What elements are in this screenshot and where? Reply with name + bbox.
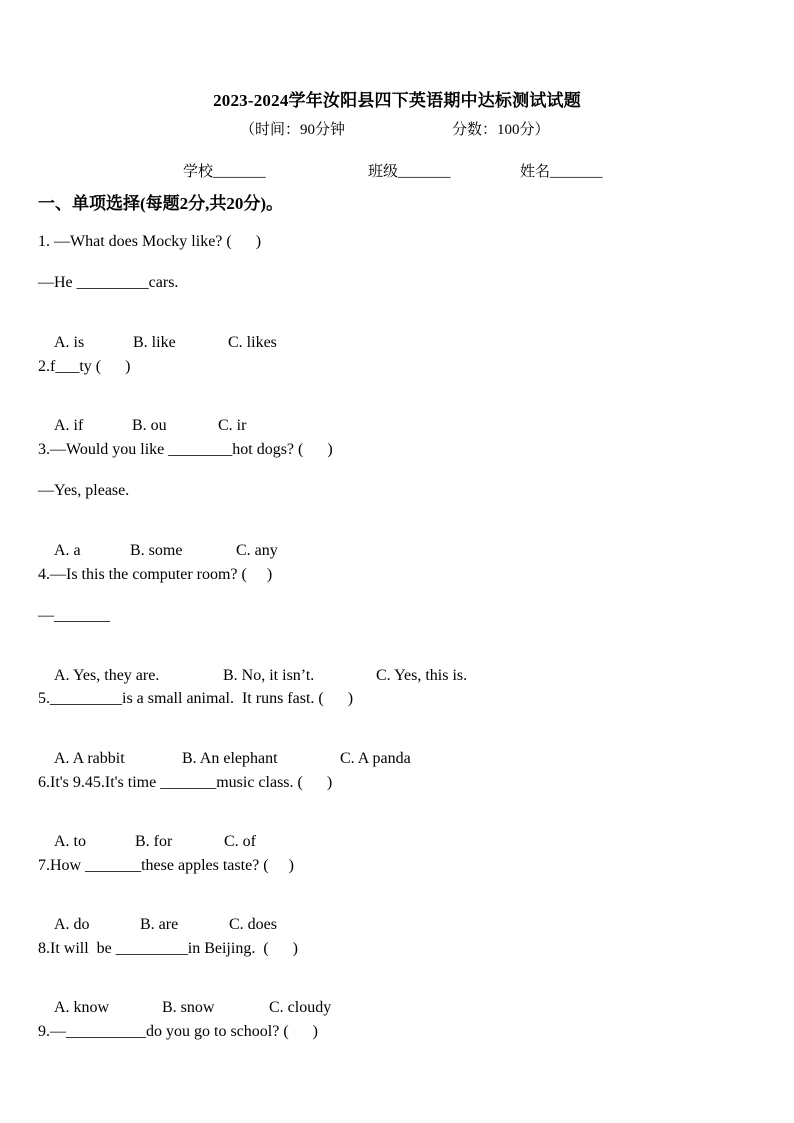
option-a: A. is [54,334,85,351]
option-c: C. of [224,833,256,850]
option-a: A. a [54,542,81,559]
option-c: C. any [236,542,278,559]
option-a: A. if [54,417,84,434]
option-a: A. know [54,999,110,1016]
option-a: A. A rabbit [54,750,125,767]
option-b: B. like [133,334,176,351]
option-b: B. snow [162,999,215,1016]
option-c: C. does [229,916,277,933]
class-field: 班级_______ [368,164,451,180]
name-field: 姓名_______ [520,164,603,180]
option-c: C. Yes, this is. [376,667,468,684]
option-b: B. are [140,916,179,933]
option-b: B. some [130,542,183,559]
question-extra: —Yes, please. [38,482,130,499]
question-stem: 4.—Is this the computer room? ( ) [38,566,273,583]
question-stem: 2.f___ty ( ) [38,358,131,375]
question-stem: 9.—__________do you go to school? ( ) [38,1023,318,1040]
question-extra: —He _________cars. [38,274,179,291]
question-stem: 6.It's 9.45.It's time _______music class. ( ) [38,774,333,791]
section-heading: 一、单项选择(每题2分,共20分)。 [38,194,284,213]
option-c: C. cloudy [269,999,332,1016]
question-stem: 3.—Would you like ________hot dogs? ( ) [38,441,333,458]
option-b: B. An elephant [182,750,278,767]
option-b: B. for [135,833,173,850]
time-limit: （时间：90分钟 [240,122,346,138]
option-c: C. A panda [340,750,411,767]
question-stem: 7.How _______these apples taste? ( ) [38,857,294,874]
option-b: B. No, it isn’t. [223,667,315,684]
option-c: C. ir [218,417,247,434]
question-stem: 5._________is a small animal. It runs fast. ( ) [38,690,354,707]
option-b: B. ou [132,417,167,434]
option-a: A. to [54,833,86,850]
question-stem: 8.It will be _________in Beijing. ( ) [38,940,298,957]
option-c: C. likes [228,334,277,351]
option-a: A. Yes, they are. [54,667,160,684]
option-a: A. do [54,916,90,933]
question-stem: 1. —What does Mocky like? ( ) [38,233,262,250]
school-field: 学校_______ [183,164,266,180]
question-extra: —_______ [38,607,110,624]
total-score: 分数：100分） [452,122,550,138]
exam-title: 2023-2024学年汝阳县四下英语期中达标测试试题 [213,91,581,110]
